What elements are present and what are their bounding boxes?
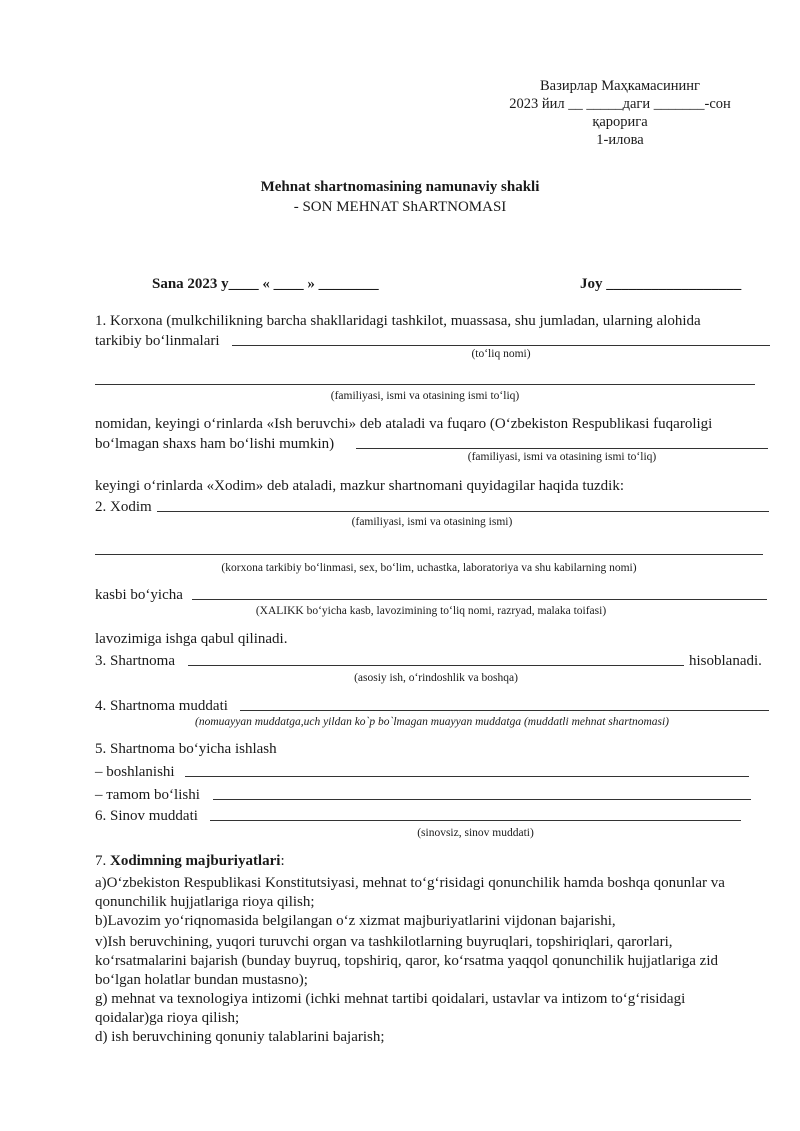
date-field: Sana 2023 y____ « ____ » ________ [152,276,379,292]
s5-label: 5. Shartnoma bo‘yicha ishlash [95,741,277,757]
s7-item-v-line2: ko‘rsatmalarini bajarish (bunday buyruq, topshiriq, qaror, ko‘rsatma yaqqol qonunchilik hujjatlariga zid [95,953,718,969]
place-field: Joy __________________ [580,276,742,292]
s1-text-a: 1. Korxona (mulkchilikning barcha shakllaridagi tashkilot, muassasa, shu jumladan, ularning alohida [95,313,701,329]
s7-colon: : [280,853,285,869]
s7-item-a-line2: qonunchilik hujjatlariga rioya qilish; [95,894,315,910]
document-title: Mehnat shartnomasining namunaviy shakli [260,179,540,195]
s1-caption-fio2: (familiyasi, ismi va otasining ismi to‘liq) [467,451,657,463]
s4-caption: (nomuayyan muddatga,uch yildan ko`p bo`lmagan muayyan muddatga (muddatli mehnat shartnomasi) [195,716,669,728]
s1-caption-full-name: (to‘liq nomi) [471,348,531,360]
s4-term-line [240,710,769,711]
s2-label: 2. Xodim [95,499,152,515]
s2-kasbi-label: kasbi bo‘yicha [95,587,183,603]
s2-unit-line [95,554,763,555]
s5-start-label: – boshlanishi [95,764,175,780]
s3-label: 3. Shartnoma [95,653,175,669]
s7-item-v-line1: v)Ish beruvchining, yuqori turuvchi organ va tashkilotlarning buyruqlari, topshiriqlari, qarorlari, [95,934,673,950]
header-line-1: Вазирлар Маҳкамасининг [540,78,700,94]
s7-item-d: d) ish beruvchining qonuniy talablarini bajarish; [95,1029,385,1045]
s6-probation-line [210,820,741,821]
s7-item-g-line1: g) mehnat va texnologiya intizomi (ichki mehnat tartibi qoidalari, ustavlar va intizom to‘g‘risidagi [95,991,686,1007]
s1-caption-fio: (familiyasi, ismi va otasining ismi to‘liq) [330,390,520,402]
s1-text-c: nomidan, keyingi o‘rinlarda «Ish beruvchi» deb ataladi va fuqaro (O‘zbekiston Respublikasi fuqaroligi [95,416,713,432]
s4-label: 4. Shartnoma muddati [95,698,228,714]
s5-end-line [213,799,751,800]
s2-employee-line [157,511,769,512]
s1-director-line [95,384,755,385]
s5-start-line [185,776,749,777]
s7-number: 7. [95,853,110,869]
s1-text-d: bo‘lmagan shaxs ham bo‘lishi mumkin) [95,436,335,452]
s6-label: 6. Sinov muddati [95,808,198,824]
s2-caption-fio: (familiyasi, ismi va otasining ismi) [351,516,513,528]
s1-text-e: keyingi o‘rinlarda «Xodim» deb ataladi, mazkur shartnomani quyidagilar haqida tuzdik: [95,478,625,494]
s3-type-line [188,665,684,666]
s7-item-g-line2: qoidalar)ga rioya qilish; [95,1010,240,1026]
s1-org-name-line [232,345,770,346]
s7-item-v-line3: bo‘lgan holatlar bundan mustasno); [95,972,308,988]
s1-citizen-line [356,448,768,449]
s3-caption: (asosiy ish, o‘rindoshlik va boshqa) [354,672,518,684]
s2-profession-line [192,599,767,600]
s5-end-label: – тamom bo‘lishi [95,787,200,803]
s7-item-b: b)Lavozim yo‘riqnomasida belgilangan o‘z xizmat majburiyatlarini vijdonan bajarishi, [95,913,616,929]
s6-caption: (sinovsiz, sinov muddati) [417,827,534,839]
s2-caption-unit: (korxona tarkibiy bo‘linmasi, sex, bo‘lim, uchastka, laboratoriya va shu kabilarning nomi) [221,562,637,574]
header-line-4: 1-илова [596,132,644,148]
s1-text-b: tarkibiy bo‘linmalari [95,333,220,349]
s2-accept-text: lavozimiga ishga qabul qilinadi. [95,631,288,647]
s7-heading-text: Xodimning majburiyatlari [110,853,281,869]
s7-heading [95,851,285,871]
header-line-3: қарорига [592,114,648,130]
s2-caption-xalikk: (XALIKK bo‘yicha kasb, lavozimining to‘liq nomi, razryad, malaka toifasi) [255,605,607,617]
header-line-2: 2023 йил __ _____даги _______-сон [509,96,731,112]
s7-item-a-line1: a)O‘zbekiston Respublikasi Konstitutsiyasi, mehnat to‘g‘risidagi qonunchilik hamda boshqa qonunlar va [95,875,725,891]
s3-suffix: hisoblanadi. [689,653,762,669]
document-subtitle: - SON MEHNAT ShARTNOMASI [293,199,507,215]
